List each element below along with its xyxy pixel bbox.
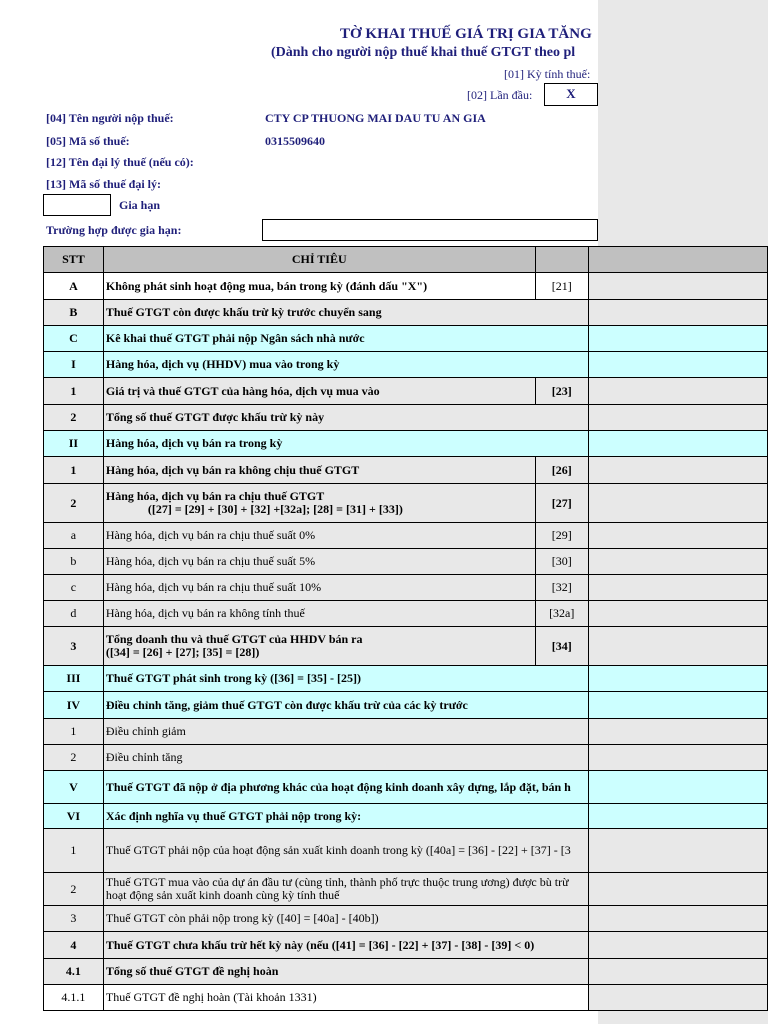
period-label: [01] Kỳ tính thuế: xyxy=(504,67,591,81)
tax-code-label: [05] Mã số thuế: xyxy=(46,134,130,148)
row-item: Kê khai thuế GTGT phải nộp Ngân sách nhà nước xyxy=(103,326,588,352)
row-extension xyxy=(588,378,767,405)
row-stt: 4.1.1 xyxy=(44,985,104,1011)
row-stt: VI xyxy=(44,804,104,829)
row-stt: IV xyxy=(44,692,104,719)
row-item: Tổng số thuế GTGT đề nghị hoàn xyxy=(103,959,588,985)
row-code[interactable]: [30] xyxy=(535,549,588,575)
row-code[interactable]: [32] xyxy=(535,575,588,601)
row-item xyxy=(103,484,535,523)
row-extension xyxy=(588,549,767,575)
col-item-header: CHỈ TIÊU xyxy=(103,247,535,273)
table-row xyxy=(44,378,768,405)
row-item: Thuế GTGT phải nộp của hoạt động sản xuất kinh doanh trong kỳ ([40a] = [36] - [22] + [37] - [3 xyxy=(103,829,588,873)
row-extension xyxy=(588,601,767,627)
row-stt: I xyxy=(44,352,104,378)
row-extension xyxy=(588,273,767,300)
row-extension xyxy=(588,692,767,719)
col-stt-header: STT xyxy=(44,247,104,273)
table-row xyxy=(44,829,768,873)
table-row xyxy=(44,627,768,666)
row-extension xyxy=(588,666,767,692)
row-code[interactable]: [26] xyxy=(535,457,588,484)
row-code[interactable]: [34] xyxy=(535,627,588,666)
row-item: Hàng hóa, dịch vụ bán ra chịu thuế suất 0% xyxy=(103,523,535,549)
row-extension xyxy=(588,352,767,378)
row-stt: 4 xyxy=(44,932,104,959)
table-row xyxy=(44,745,768,771)
row-extension xyxy=(588,523,767,549)
row-extension xyxy=(588,829,767,873)
row-item: Giá trị và thuế GTGT của hàng hóa, dịch vụ mua vào xyxy=(103,378,535,405)
first-time-checkbox[interactable]: X xyxy=(544,83,598,106)
table-row xyxy=(44,985,768,1011)
row-code[interactable]: [23] xyxy=(535,378,588,405)
row-stt: c xyxy=(44,575,104,601)
table-row xyxy=(44,484,768,523)
row-code[interactable]: [21] xyxy=(535,273,588,300)
row-stt: III xyxy=(44,666,104,692)
row-item-line1: Thuế GTGT mua vào của dự án đầu tư (cùng tỉnh, thành phố trực thuộc trung ương) được bù trừ xyxy=(105,875,569,889)
table-row xyxy=(44,601,768,627)
row-stt: 3 xyxy=(44,906,104,932)
taxpayer-name-value: CTY CP THUONG MAI DAU TU AN GIA xyxy=(265,111,486,125)
row-item: Điều chỉnh tăng, giảm thuế GTGT còn được khấu trừ của các kỳ trước xyxy=(103,692,588,719)
row-stt: a xyxy=(44,523,104,549)
row-stt: II xyxy=(44,431,104,457)
row-code[interactable]: [29] xyxy=(535,523,588,549)
row-item: Hàng hóa, dịch vụ bán ra không tính thuế xyxy=(103,601,535,627)
table-row xyxy=(44,431,768,457)
row-item: Hàng hóa, dịch vụ bán ra chịu thuế suất 5% xyxy=(103,549,535,575)
row-stt: b xyxy=(44,549,104,575)
table-row xyxy=(44,300,768,326)
agent-name-label: [12] Tên đại lý thuế (nếu có): xyxy=(46,155,194,169)
tax-code-value: 0315509640 xyxy=(265,134,325,148)
tax-declaration-table xyxy=(43,246,768,1011)
extension-label: Gia hạn xyxy=(119,198,161,212)
row-extension xyxy=(588,932,767,959)
row-stt: 2 xyxy=(44,745,104,771)
row-item-line1: Hàng hóa, dịch vụ bán ra chịu thuế GTGT xyxy=(105,489,325,503)
row-item: Thuế GTGT còn được khấu trừ kỳ trước chuyển sang xyxy=(103,300,588,326)
extension-checkbox[interactable] xyxy=(43,194,111,216)
form-subtitle: (Dành cho người nộp thuế khai thuế GTGT theo pl xyxy=(271,45,576,60)
table-row xyxy=(44,932,768,959)
table-row xyxy=(44,692,768,719)
row-extension xyxy=(588,745,767,771)
table-row xyxy=(44,549,768,575)
row-extension xyxy=(588,804,767,829)
row-stt: 2 xyxy=(44,873,104,906)
table-row xyxy=(44,352,768,378)
row-extension xyxy=(588,959,767,985)
row-item: Thuế GTGT chưa khấu trừ hết kỳ này (nếu ([41] = [36] - [22] + [37] - [38] - [39] < 0) xyxy=(103,932,588,959)
row-stt: 1 xyxy=(44,829,104,873)
agent-code-label: [13] Mã số thuế đại lý: xyxy=(46,177,161,191)
row-item: Thuế GTGT còn phải nộp trong kỳ ([40] = [40a] - [40b]) xyxy=(103,906,588,932)
row-extension xyxy=(588,457,767,484)
row-item: Hàng hóa, dịch vụ (HHDV) mua vào trong kỳ xyxy=(103,352,588,378)
row-extension xyxy=(588,906,767,932)
table-row xyxy=(44,959,768,985)
row-stt: 1 xyxy=(44,378,104,405)
col-code-header xyxy=(535,247,588,273)
row-item: Điều chỉnh tăng xyxy=(103,745,588,771)
row-extension xyxy=(588,405,767,431)
extension-case-input[interactable] xyxy=(262,219,598,241)
row-code[interactable]: [27] xyxy=(535,484,588,523)
row-item: Thuế GTGT đã nộp ở địa phương khác của hoạt động kinh doanh xây dựng, lắp đặt, bán h xyxy=(103,771,588,804)
row-stt: 2 xyxy=(44,484,104,523)
row-extension xyxy=(588,484,767,523)
row-stt: V xyxy=(44,771,104,804)
first-time-label: [02] Lần đầu: xyxy=(467,88,533,102)
row-item: Điều chỉnh giảm xyxy=(103,719,588,745)
row-code[interactable]: [32a] xyxy=(535,601,588,627)
row-stt: C xyxy=(44,326,104,352)
row-item xyxy=(103,627,535,666)
table-row xyxy=(44,523,768,549)
row-item-line2: ([27] = [29] + [30] + [32] +[32a]; [28] = [31] + [33]) xyxy=(147,502,403,516)
table-header-row xyxy=(44,247,768,273)
row-stt: 4.1 xyxy=(44,959,104,985)
row-extension xyxy=(588,771,767,804)
row-extension xyxy=(588,873,767,906)
row-stt: A xyxy=(44,273,104,300)
extension-case-label: Trường hợp được gia hạn: xyxy=(46,223,182,237)
row-extension xyxy=(588,985,767,1011)
table-row xyxy=(44,273,768,300)
table-row xyxy=(44,457,768,484)
row-extension xyxy=(588,575,767,601)
row-extension xyxy=(588,300,767,326)
table-row xyxy=(44,804,768,829)
row-item: Thuế GTGT phát sinh trong kỳ ([36] = [35] - [25]) xyxy=(103,666,588,692)
table-row xyxy=(44,873,768,906)
row-item: Xác định nghĩa vụ thuế GTGT phải nộp trong kỳ: xyxy=(103,804,588,829)
table-row xyxy=(44,575,768,601)
form-title: TỜ KHAI THUẾ GIÁ TRỊ GIA TĂNG xyxy=(340,26,592,42)
row-item-line2: hoạt động sản xuất kinh doanh cùng kỳ tính thuế xyxy=(105,888,340,902)
table-row xyxy=(44,771,768,804)
row-extension xyxy=(588,719,767,745)
table-row xyxy=(44,666,768,692)
row-extension xyxy=(588,627,767,666)
row-extension xyxy=(588,326,767,352)
row-item: Không phát sinh hoạt động mua, bán trong kỳ (đánh dấu "X") xyxy=(103,273,535,300)
row-item-line2: ([34] = [26] + [27]; [35] = [28]) xyxy=(105,645,260,659)
row-extension xyxy=(588,431,767,457)
taxpayer-name-label: [04] Tên người nộp thuế: xyxy=(46,111,174,125)
table-row xyxy=(44,719,768,745)
row-stt: 1 xyxy=(44,719,104,745)
row-stt: 2 xyxy=(44,405,104,431)
row-item: Thuế GTGT đề nghị hoàn (Tài khoản 1331) xyxy=(103,985,588,1011)
table-row xyxy=(44,405,768,431)
row-item: Hàng hóa, dịch vụ bán ra trong kỳ xyxy=(103,431,588,457)
table-row xyxy=(44,906,768,932)
header-extension xyxy=(588,247,767,273)
table-row xyxy=(44,326,768,352)
row-stt: 3 xyxy=(44,627,104,666)
row-item: Tổng số thuế GTGT được khấu trừ kỳ này xyxy=(103,405,588,431)
row-stt: 1 xyxy=(44,457,104,484)
row-item xyxy=(103,873,588,906)
row-stt: d xyxy=(44,601,104,627)
row-stt: B xyxy=(44,300,104,326)
row-item: Hàng hóa, dịch vụ bán ra không chịu thuế GTGT xyxy=(103,457,535,484)
row-item: Hàng hóa, dịch vụ bán ra chịu thuế suất 10% xyxy=(103,575,535,601)
row-item-line1: Tổng doanh thu và thuế GTGT của HHDV bán ra xyxy=(105,632,363,646)
